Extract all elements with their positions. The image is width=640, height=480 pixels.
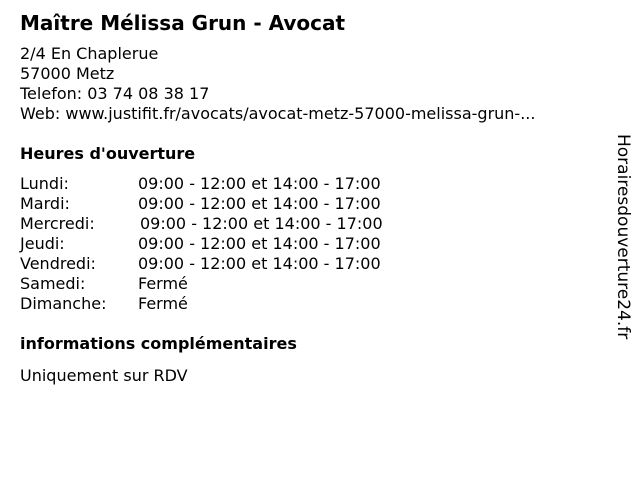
- day-label: Mercredi:: [20, 214, 95, 233]
- day-hours: Fermé: [138, 294, 188, 313]
- page-title: Maître Mélissa Grun - Avocat: [20, 11, 346, 35]
- day-hours: 09:00 - 12:00 et 14:00 - 17:00: [138, 174, 381, 193]
- day-hours: 09:00 - 12:00 et 14:00 - 17:00: [140, 214, 383, 233]
- day-label: Lundi:: [20, 174, 69, 193]
- street-address: 2/4 En Chaplerue: [20, 44, 159, 63]
- day-hours: 09:00 - 12:00 et 14:00 - 17:00: [138, 234, 381, 253]
- hours-row-dimanche: [20, 294, 440, 314]
- hours-row-vendredi: [20, 254, 440, 274]
- contact-block: [20, 44, 535, 124]
- hours-row-jeudi: [20, 234, 440, 254]
- day-label: Samedi:: [20, 274, 86, 293]
- website-link: Web: www.justifit.fr/avocats/avocat-metz-57000-melissa-grun-...: [20, 104, 536, 123]
- hours-row-samedi: [20, 274, 440, 294]
- day-label: Vendredi:: [20, 254, 96, 273]
- hours-row-mercredi: [20, 214, 440, 234]
- additional-info-text: Uniquement sur RDV: [20, 366, 188, 385]
- opening-hours-heading: Heures d'ouverture: [20, 144, 196, 163]
- day-label: Jeudi:: [20, 234, 65, 253]
- day-hours: Fermé: [138, 274, 188, 293]
- phone-number: Telefon: 03 74 08 38 17: [20, 84, 210, 103]
- day-label: Mardi:: [20, 194, 70, 213]
- hours-row-mardi: [20, 194, 440, 214]
- site-watermark: Horairesdouverture24.fr: [613, 134, 633, 340]
- additional-info-heading: informations complémentaires: [20, 334, 297, 353]
- day-hours: 09:00 - 12:00 et 14:00 - 17:00: [138, 254, 381, 273]
- day-label: Dimanche:: [20, 294, 107, 313]
- hours-row-lundi: [20, 174, 440, 194]
- day-hours: 09:00 - 12:00 et 14:00 - 17:00: [138, 194, 381, 213]
- opening-hours-table: [20, 174, 440, 314]
- city-address: 57000 Metz: [20, 64, 115, 83]
